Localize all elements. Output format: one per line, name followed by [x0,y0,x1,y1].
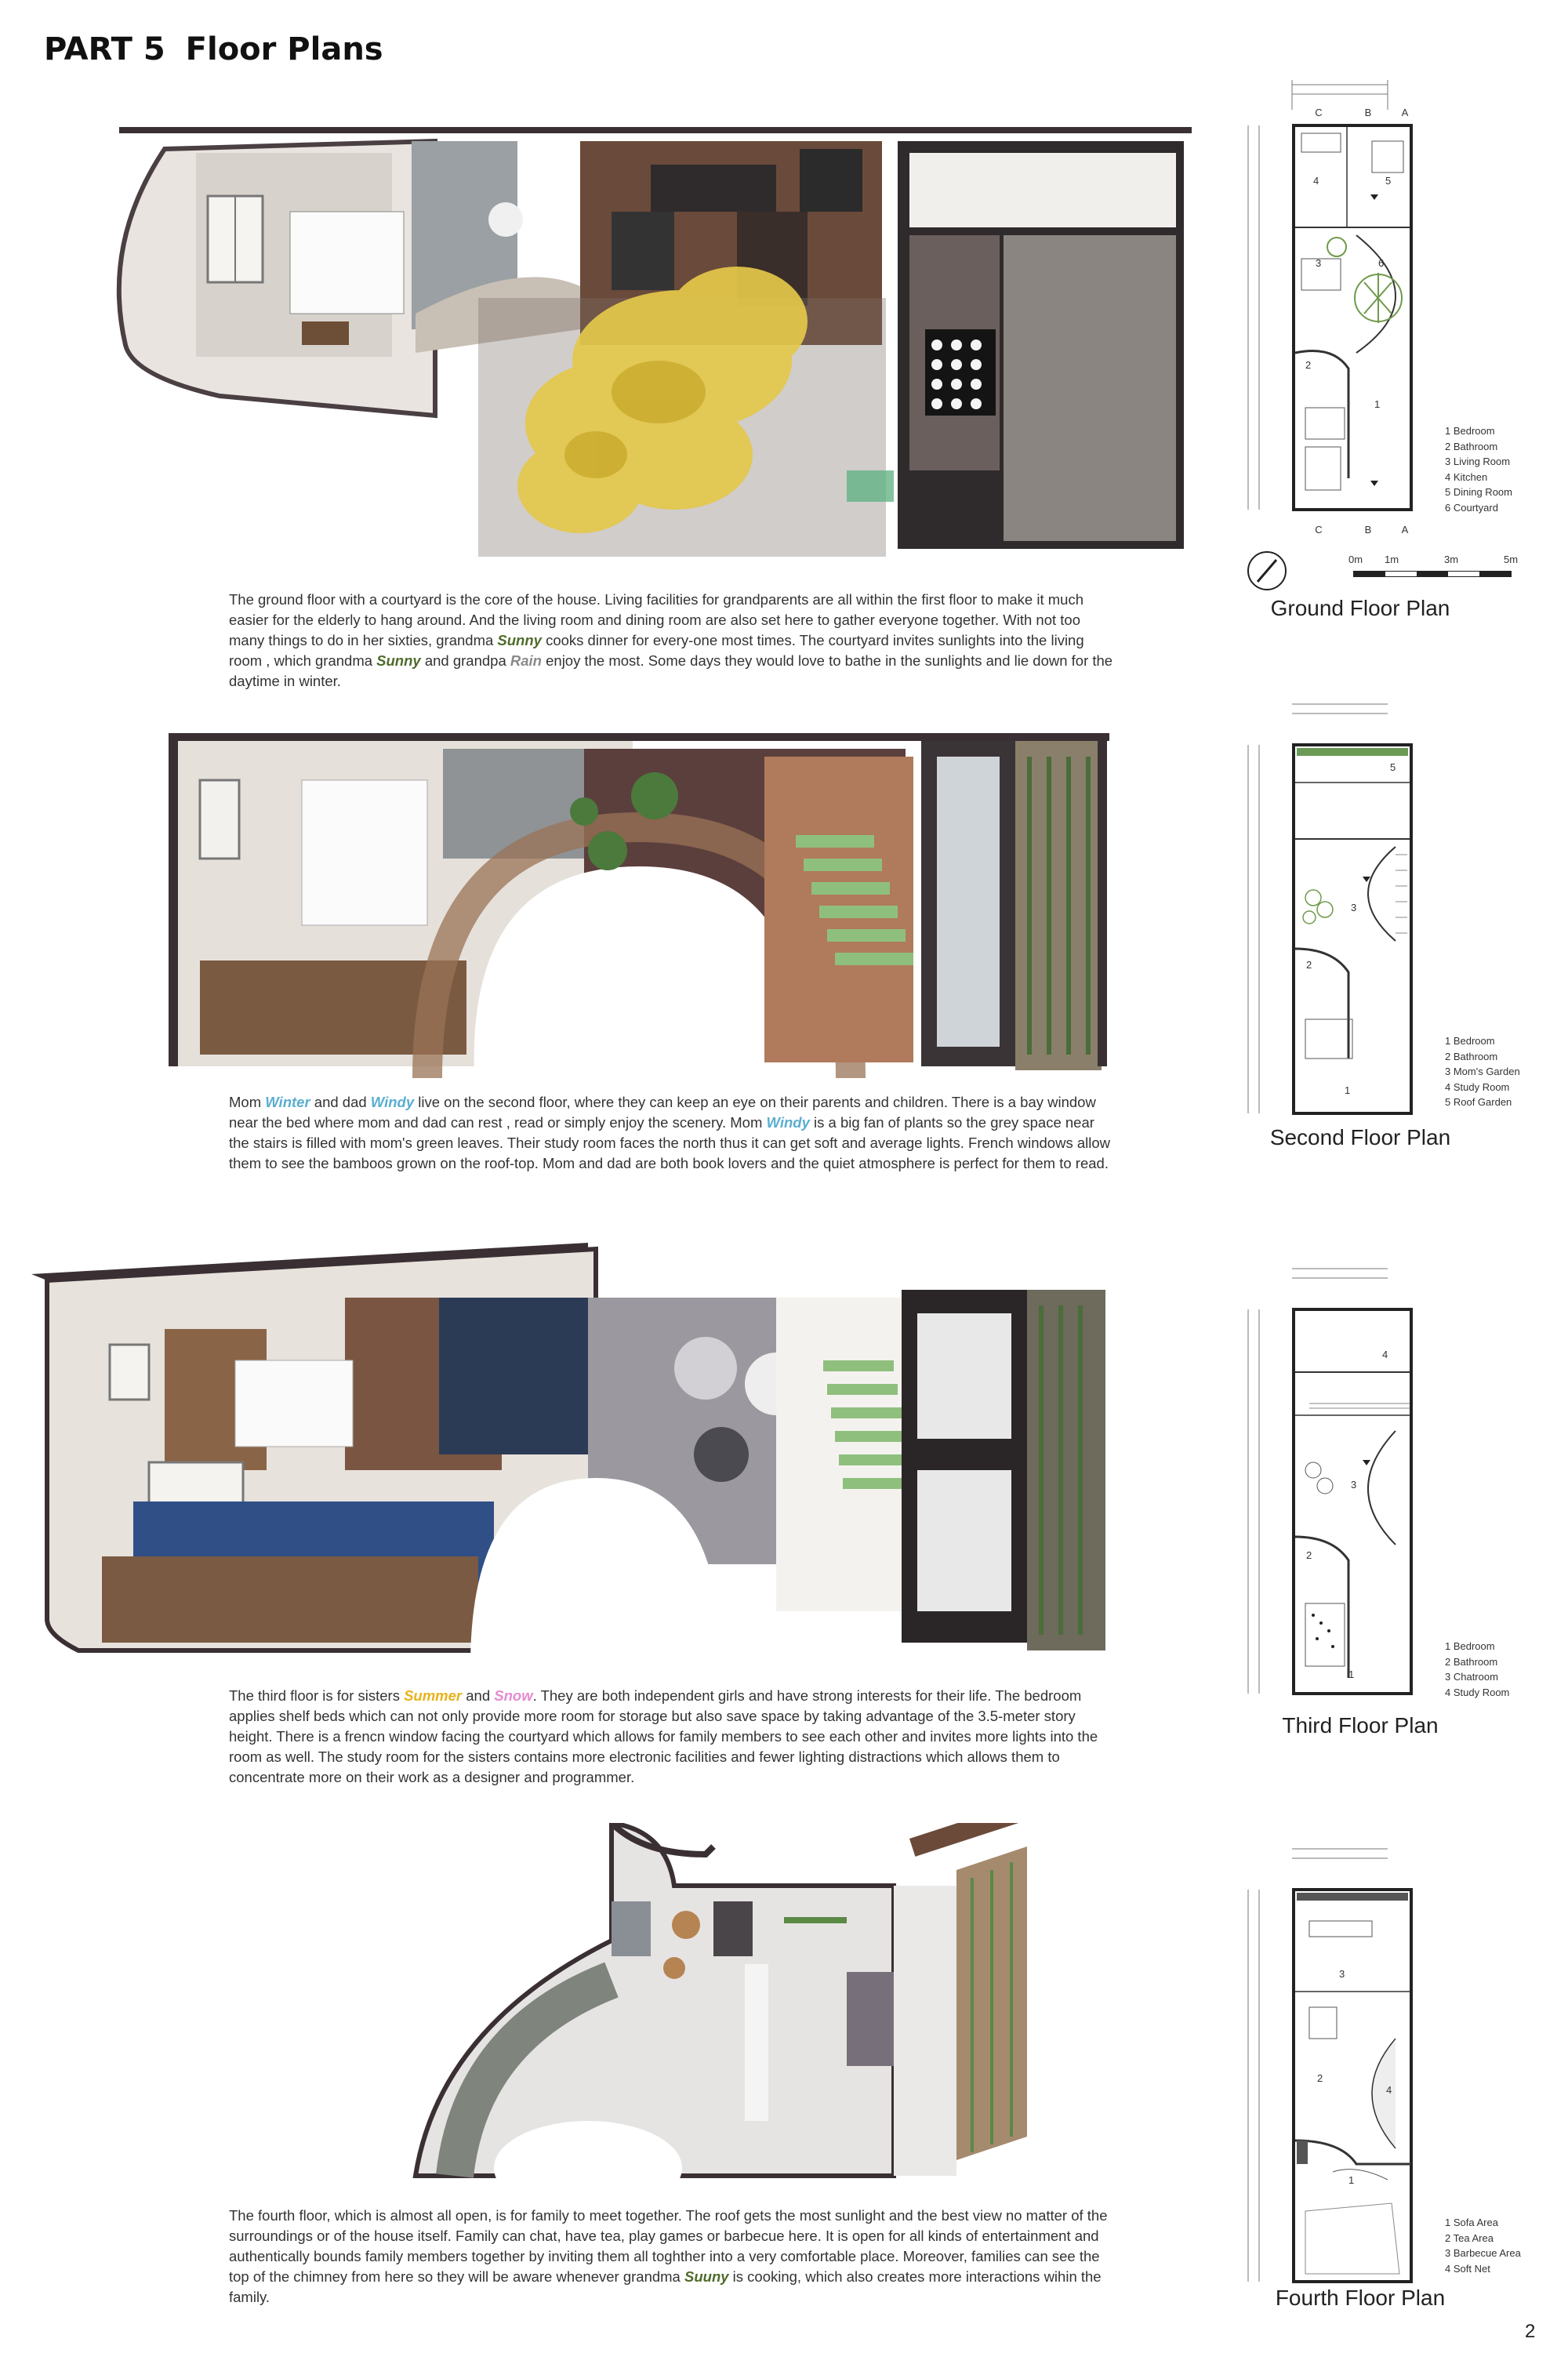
description-text: The third floor is for sisters [229,1687,405,1704]
scale-label-5: 5m [1504,554,1519,565]
fourth-floor-legend [1445,2215,1521,2276]
scale-label-1: 1m [1385,554,1399,565]
legend-item: 2 Bathroom [1445,1655,1498,1668]
second-floor-render [169,733,1121,1078]
svg-text:5: 5 [1390,761,1396,773]
description-text: The ground floor with a courtyard is the core of the house. Living facilities for grandparents are all within the first floor to make it much easier for the elderly to hang around. And the living room and dining room are also set here to gather everyone together. With not too many things to do in her sixties, grandma [229,591,1083,648]
legend-item: 4 Study Room [1445,1686,1510,1698]
legend-item: 4 Soft Net [1445,2262,1490,2275]
description-text: is a big fan of plants so the grey space near the stairs is filled with mom's green leaves. Their study room faces the north thus it can get soft and average lights. French windows allow them to see the bamboos grown on the roof-top. Mom and dad are both book lovers and the quiet atmosphere is perfect for them to read. [229,1114,1111,1171]
svg-text:2: 2 [1305,359,1312,371]
third-floor-plan-title: Third Floor Plan [1282,1713,1439,1738]
family-name: Sunny [497,632,542,648]
svg-text:1: 1 [1345,1084,1351,1096]
description-text: and grandpa [420,652,510,669]
svg-text:3: 3 [1339,1968,1345,1980]
axis-top-c: C [1315,107,1323,118]
svg-text:2: 2 [1306,1549,1312,1561]
section-title: Floor Plans [185,31,383,67]
legend-item: 3 Barbecue Area [1445,2247,1521,2259]
family-name: Winter [265,1094,310,1110]
svg-text:4: 4 [1313,175,1319,187]
description-text: and [462,1687,495,1704]
family-name: Snow [494,1687,533,1704]
scale-label-3: 3m [1444,554,1459,565]
description-text: is cooking, which also creates more interactions wihin the family. [229,2268,1102,2305]
family-name: Summer [404,1687,463,1704]
legend-item: 1 Bedroom [1445,1035,1495,1047]
third-floor-legend [1445,1639,1509,1700]
legend-item: 3 Living Room [1445,456,1511,467]
svg-text:3: 3 [1351,902,1357,913]
legend-item: 1 Bedroom [1445,425,1495,437]
family-name: Rain [510,652,542,669]
legend-item: 4 Study Room [1445,1080,1510,1093]
axis-bottom-a: A [1401,524,1409,536]
svg-text:1: 1 [1374,398,1381,410]
ground-floor-legend [1445,423,1512,515]
family-name: Windy [766,1114,810,1131]
ground-floor-plan [1231,71,1482,557]
svg-text:5: 5 [1385,175,1392,187]
family-name: Suuny [684,2268,729,2285]
fourth-floor-render [408,1823,1129,2184]
legend-item: 4 Kitchen [1445,470,1488,483]
legend-item: 1 Bedroom [1445,1640,1495,1652]
family-name: Windy [370,1094,415,1110]
second-floor-plan [1231,690,1482,1121]
legend-item: 2 Tea Area [1445,2231,1494,2244]
axis-top-a: A [1401,107,1409,118]
scale-label-0: 0m [1348,554,1363,565]
description-text: Mom [229,1094,266,1110]
svg-text:4: 4 [1382,1349,1388,1360]
ground-floor-description [229,590,1115,692]
compass-icon [1245,549,1289,593]
second-floor-plan-title: Second Floor Plan [1269,1125,1451,1149]
svg-text:6: 6 [1378,257,1385,269]
legend-item: 1 Sofa Area [1445,2217,1498,2228]
legend-item: 6 Courtyard [1445,501,1498,514]
legend-item: 2 Bathroom [1445,1050,1498,1062]
svg-text:3: 3 [1351,1479,1357,1491]
legend-item: 5 Roof Garden [1445,1096,1512,1108]
scale-bar [1348,554,1529,585]
fourth-floor-plan [1231,1835,1482,2289]
third-floor-description [229,1686,1115,1788]
legend-item: 2 Bathroom [1445,440,1498,452]
fourth-floor-description [229,2206,1115,2308]
fourth-floor-plan-title: Fourth Floor Plan [1275,2286,1446,2310]
ground-floor-render [110,118,1192,557]
svg-text:4: 4 [1386,2084,1392,2096]
svg-text:2: 2 [1317,2072,1323,2084]
third-floor-plan [1231,1255,1482,1701]
description-text: . They are both independent girls and have strong interests for their life. The bedroom applies shelf beds which can not only provide more room for storage but also save space by taking advantage of the 3.5-meter story height. There is a frencn window facing the courtyard which allows for family members to see each other and invites more lights into the room as well. The study room for the sisters contains more electronic facilities and fewer lighting distractions which allows them to concentrate more on their work as a designer and programmer. [229,1687,1098,1785]
second-floor-description [229,1092,1115,1174]
description-text: cooks dinner for every-one most times. The courtyard invites sunlights into the living room , which grandma [229,632,1084,669]
page-number: 2 [1525,2321,1536,2342]
svg-text:2: 2 [1306,959,1312,971]
description-text: The fourth floor, which is almost all open, is for family to meet together. The roof gets the most sunlight and the best view no matter of the surroundings or of the house itself. Family can chat, have tea, play games or barbecue here. It is open for all kinds of entertainment and authentically bounds family members together by inviting them all toghther into a very comfortable place. Moreover, families can see the top of the chimney from here so they will be aware whenever grandma [229,2207,1108,2285]
family-name: Sunny [376,652,421,669]
legend-item: 5 Dining Room [1445,486,1512,498]
ground-floor-plan-title: Ground Floor Plan [1270,596,1450,620]
page-title [44,31,383,67]
description-text: enjoy the most. Some days they would love to bathe in the sunlights and lie down for the daytime in winter. [229,652,1113,689]
second-floor-legend [1445,1033,1520,1110]
svg-text:3: 3 [1316,257,1322,269]
legend-item: 3 Mom's Garden [1445,1066,1520,1077]
part-label: PART 5 [44,31,165,67]
axis-bottom-b: B [1364,524,1372,536]
svg-text:1: 1 [1348,1669,1355,1680]
description-text: and dad [310,1094,371,1110]
legend-item: 3 Chatroom [1445,1671,1498,1683]
description-text: live on the second floor, where they can keep an eye on their parents and children. There is a bay window near the bed where mom and dad can rest , read or simply enjoy the scenery. Mom [229,1094,1096,1131]
svg-text:1: 1 [1348,2174,1355,2186]
third-floor-render [31,1243,1113,1666]
axis-top-b: B [1364,107,1372,118]
axis-bottom-c: C [1315,524,1323,536]
